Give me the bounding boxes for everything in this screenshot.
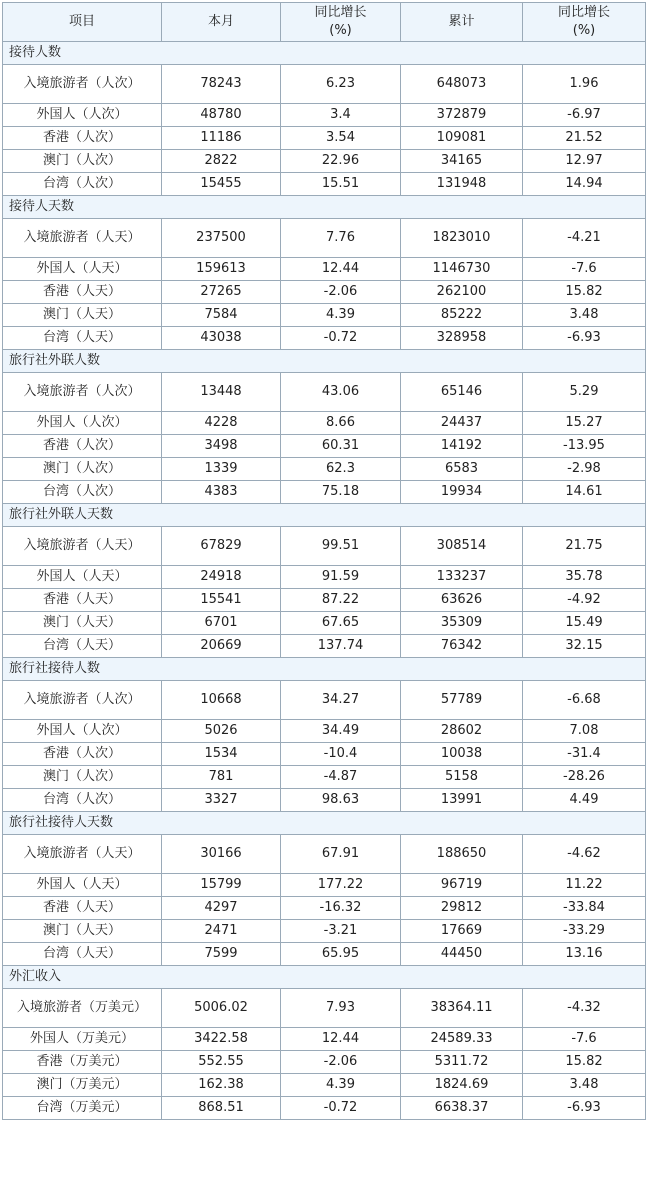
table-row <box>3 1051 646 1074</box>
row-month-growth: 99.51 <box>281 527 401 566</box>
header-row <box>3 3 646 42</box>
row-cumulative-value: 372879 <box>401 104 523 127</box>
table-row <box>3 897 646 920</box>
statistics-table <box>2 2 646 1120</box>
table-row <box>3 304 646 327</box>
row-cumulative-value: 24437 <box>401 412 523 435</box>
row-month-growth: 4.39 <box>281 1074 401 1097</box>
row-cumulative-growth: -4.32 <box>523 989 646 1028</box>
row-month-growth: 75.18 <box>281 481 401 504</box>
row-item: 入境旅游者（人天） <box>3 219 162 258</box>
row-item: 香港（人天） <box>3 589 162 612</box>
row-month-value: 7599 <box>162 943 281 966</box>
row-month-value: 1339 <box>162 458 281 481</box>
row-month-value: 552.55 <box>162 1051 281 1074</box>
row-item: 台湾（人次） <box>3 789 162 812</box>
row-cumulative-growth: 11.22 <box>523 874 646 897</box>
row-month-growth: 87.22 <box>281 589 401 612</box>
row-month-growth: 177.22 <box>281 874 401 897</box>
table-row <box>3 720 646 743</box>
row-cumulative-value: 262100 <box>401 281 523 304</box>
row-cumulative-value: 63626 <box>401 589 523 612</box>
table-row <box>3 1097 646 1120</box>
row-item: 台湾（人次） <box>3 481 162 504</box>
row-month-growth: 3.4 <box>281 104 401 127</box>
section-header-row <box>3 504 646 527</box>
row-item: 入境旅游者（人天） <box>3 835 162 874</box>
row-cumulative-growth: -31.4 <box>523 743 646 766</box>
row-cumulative-value: 308514 <box>401 527 523 566</box>
row-cumulative-growth: -6.93 <box>523 1097 646 1120</box>
row-cumulative-growth: 4.49 <box>523 789 646 812</box>
row-item: 外国人（人次） <box>3 412 162 435</box>
row-month-growth: 4.39 <box>281 304 401 327</box>
table-row <box>3 1074 646 1097</box>
row-cumulative-value: 34165 <box>401 150 523 173</box>
row-cumulative-growth: 3.48 <box>523 1074 646 1097</box>
row-cumulative-growth: -7.6 <box>523 258 646 281</box>
section-title: 旅行社外联人天数 <box>3 504 646 527</box>
row-month-value: 15455 <box>162 173 281 196</box>
row-month-value: 162.38 <box>162 1074 281 1097</box>
table-row <box>3 127 646 150</box>
row-item: 台湾（万美元） <box>3 1097 162 1120</box>
table-row <box>3 258 646 281</box>
table-row <box>3 612 646 635</box>
row-month-growth: -16.32 <box>281 897 401 920</box>
row-month-value: 781 <box>162 766 281 789</box>
row-month-growth: -3.21 <box>281 920 401 943</box>
row-cumulative-value: 14192 <box>401 435 523 458</box>
row-item: 入境旅游者（万美元） <box>3 989 162 1028</box>
row-item: 澳门（人次） <box>3 458 162 481</box>
row-month-growth: 43.06 <box>281 373 401 412</box>
header-month-growth: 同比增长 (%) <box>281 3 401 42</box>
row-month-value: 10668 <box>162 681 281 720</box>
table-row <box>3 150 646 173</box>
row-cumulative-value: 188650 <box>401 835 523 874</box>
row-item: 澳门（人次） <box>3 150 162 173</box>
row-item: 香港（人天） <box>3 281 162 304</box>
section-header-row <box>3 350 646 373</box>
row-cumulative-value: 44450 <box>401 943 523 966</box>
row-cumulative-value: 76342 <box>401 635 523 658</box>
row-item: 外国人（人天） <box>3 566 162 589</box>
row-cumulative-value: 85222 <box>401 304 523 327</box>
row-cumulative-growth: 1.96 <box>523 65 646 104</box>
section-header-row <box>3 966 646 989</box>
row-month-growth: 34.49 <box>281 720 401 743</box>
section-title: 旅行社外联人数 <box>3 350 646 373</box>
row-cumulative-value: 1824.69 <box>401 1074 523 1097</box>
row-month-value: 11186 <box>162 127 281 150</box>
row-item: 台湾（人次） <box>3 173 162 196</box>
row-cumulative-growth: 15.82 <box>523 281 646 304</box>
row-cumulative-growth: -13.95 <box>523 435 646 458</box>
header-cumulative-growth: 同比增长 (%) <box>523 3 646 42</box>
row-cumulative-value: 17669 <box>401 920 523 943</box>
row-month-growth: 12.44 <box>281 1028 401 1051</box>
row-item: 入境旅游者（人天） <box>3 527 162 566</box>
row-month-growth: -4.87 <box>281 766 401 789</box>
table-row <box>3 1028 646 1051</box>
row-item: 澳门（人天） <box>3 920 162 943</box>
row-cumulative-growth: -4.21 <box>523 219 646 258</box>
row-item: 外国人（人次） <box>3 720 162 743</box>
row-cumulative-growth: -6.93 <box>523 327 646 350</box>
row-month-value: 78243 <box>162 65 281 104</box>
row-month-value: 2471 <box>162 920 281 943</box>
row-cumulative-value: 65146 <box>401 373 523 412</box>
section-title: 旅行社接待人天数 <box>3 812 646 835</box>
row-month-value: 13448 <box>162 373 281 412</box>
row-cumulative-growth: 7.08 <box>523 720 646 743</box>
section-title: 旅行社接待人数 <box>3 658 646 681</box>
row-month-value: 1534 <box>162 743 281 766</box>
row-month-growth: 8.66 <box>281 412 401 435</box>
row-cumulative-value: 29812 <box>401 897 523 920</box>
row-cumulative-growth: -6.97 <box>523 104 646 127</box>
row-month-growth: 60.31 <box>281 435 401 458</box>
row-cumulative-growth: -7.6 <box>523 1028 646 1051</box>
table-row <box>3 65 646 104</box>
row-item: 香港（万美元） <box>3 1051 162 1074</box>
row-cumulative-value: 24589.33 <box>401 1028 523 1051</box>
row-month-growth: 137.74 <box>281 635 401 658</box>
row-item: 香港（人天） <box>3 897 162 920</box>
row-month-value: 4297 <box>162 897 281 920</box>
section-title: 外汇收入 <box>3 966 646 989</box>
table-row <box>3 327 646 350</box>
row-item: 香港（人次） <box>3 435 162 458</box>
row-item: 澳门（人次） <box>3 766 162 789</box>
header-month: 本月 <box>162 3 281 42</box>
row-month-growth: 91.59 <box>281 566 401 589</box>
row-month-growth: 67.91 <box>281 835 401 874</box>
table-row <box>3 481 646 504</box>
table-row <box>3 104 646 127</box>
table-row <box>3 766 646 789</box>
table-row <box>3 920 646 943</box>
row-cumulative-growth: -4.62 <box>523 835 646 874</box>
table-row <box>3 943 646 966</box>
table-row <box>3 989 646 1028</box>
row-month-value: 43038 <box>162 327 281 350</box>
row-cumulative-value: 35309 <box>401 612 523 635</box>
row-item: 台湾（人天） <box>3 327 162 350</box>
row-cumulative-growth: 14.94 <box>523 173 646 196</box>
row-month-value: 24918 <box>162 566 281 589</box>
row-item: 外国人（人天） <box>3 874 162 897</box>
row-month-value: 237500 <box>162 219 281 258</box>
row-cumulative-growth: -33.84 <box>523 897 646 920</box>
row-item: 台湾（人天） <box>3 635 162 658</box>
row-month-value: 15799 <box>162 874 281 897</box>
row-month-value: 27265 <box>162 281 281 304</box>
row-item: 香港（人次） <box>3 127 162 150</box>
row-item: 入境旅游者（人次） <box>3 65 162 104</box>
table-row <box>3 789 646 812</box>
row-cumulative-growth: 13.16 <box>523 943 646 966</box>
row-item: 入境旅游者（人次） <box>3 373 162 412</box>
row-cumulative-growth: 32.15 <box>523 635 646 658</box>
row-cumulative-growth: 21.52 <box>523 127 646 150</box>
table-row <box>3 527 646 566</box>
row-month-value: 868.51 <box>162 1097 281 1120</box>
row-cumulative-value: 109081 <box>401 127 523 150</box>
table-row <box>3 281 646 304</box>
row-month-growth: 65.95 <box>281 943 401 966</box>
row-cumulative-value: 131948 <box>401 173 523 196</box>
row-cumulative-growth: 15.27 <box>523 412 646 435</box>
header-item: 项目 <box>3 3 162 42</box>
row-month-value: 48780 <box>162 104 281 127</box>
row-cumulative-value: 6583 <box>401 458 523 481</box>
row-cumulative-growth: -2.98 <box>523 458 646 481</box>
row-month-growth: -0.72 <box>281 327 401 350</box>
section-header-row <box>3 42 646 65</box>
row-cumulative-growth: 5.29 <box>523 373 646 412</box>
row-cumulative-value: 328958 <box>401 327 523 350</box>
table-row <box>3 681 646 720</box>
row-item: 外国人（人次） <box>3 104 162 127</box>
row-month-growth: 12.44 <box>281 258 401 281</box>
row-month-value: 7584 <box>162 304 281 327</box>
row-cumulative-growth: 12.97 <box>523 150 646 173</box>
row-month-value: 4228 <box>162 412 281 435</box>
row-month-value: 3422.58 <box>162 1028 281 1051</box>
row-cumulative-growth: -6.68 <box>523 681 646 720</box>
row-cumulative-value: 19934 <box>401 481 523 504</box>
table-row <box>3 173 646 196</box>
row-item: 澳门（万美元） <box>3 1074 162 1097</box>
row-month-growth: 6.23 <box>281 65 401 104</box>
table-row <box>3 835 646 874</box>
row-cumulative-growth: 3.48 <box>523 304 646 327</box>
row-cumulative-value: 96719 <box>401 874 523 897</box>
row-item: 入境旅游者（人次） <box>3 681 162 720</box>
table-row <box>3 635 646 658</box>
row-month-value: 30166 <box>162 835 281 874</box>
row-cumulative-value: 57789 <box>401 681 523 720</box>
row-month-growth: 7.93 <box>281 989 401 1028</box>
table-row <box>3 743 646 766</box>
row-month-value: 2822 <box>162 150 281 173</box>
table-row <box>3 219 646 258</box>
row-cumulative-value: 6638.37 <box>401 1097 523 1120</box>
row-month-growth: 34.27 <box>281 681 401 720</box>
row-month-growth: 15.51 <box>281 173 401 196</box>
row-month-value: 4383 <box>162 481 281 504</box>
row-item: 外国人（万美元） <box>3 1028 162 1051</box>
row-month-value: 15541 <box>162 589 281 612</box>
section-header-row <box>3 812 646 835</box>
row-cumulative-growth: 15.82 <box>523 1051 646 1074</box>
row-cumulative-value: 28602 <box>401 720 523 743</box>
row-cumulative-value: 38364.11 <box>401 989 523 1028</box>
row-cumulative-growth: 14.61 <box>523 481 646 504</box>
row-month-growth: 62.3 <box>281 458 401 481</box>
row-item: 台湾（人天） <box>3 943 162 966</box>
row-month-growth: 67.65 <box>281 612 401 635</box>
table-row <box>3 435 646 458</box>
row-month-value: 6701 <box>162 612 281 635</box>
row-month-growth: 98.63 <box>281 789 401 812</box>
row-cumulative-growth: 35.78 <box>523 566 646 589</box>
row-item: 澳门（人天） <box>3 304 162 327</box>
row-month-value: 5026 <box>162 720 281 743</box>
row-month-value: 5006.02 <box>162 989 281 1028</box>
row-month-growth: -10.4 <box>281 743 401 766</box>
row-item: 香港（人次） <box>3 743 162 766</box>
table-row <box>3 566 646 589</box>
row-month-growth: 22.96 <box>281 150 401 173</box>
row-cumulative-value: 1146730 <box>401 258 523 281</box>
table-row <box>3 373 646 412</box>
row-cumulative-value: 10038 <box>401 743 523 766</box>
table-row <box>3 874 646 897</box>
row-month-value: 159613 <box>162 258 281 281</box>
row-month-value: 20669 <box>162 635 281 658</box>
row-cumulative-value: 5158 <box>401 766 523 789</box>
section-header-row <box>3 196 646 219</box>
section-title: 接待人数 <box>3 42 646 65</box>
table-row <box>3 589 646 612</box>
row-month-growth: 3.54 <box>281 127 401 150</box>
row-month-growth: 7.76 <box>281 219 401 258</box>
row-cumulative-growth: -28.26 <box>523 766 646 789</box>
section-title: 接待人天数 <box>3 196 646 219</box>
row-month-growth: -2.06 <box>281 281 401 304</box>
row-cumulative-value: 1823010 <box>401 219 523 258</box>
table-row <box>3 412 646 435</box>
row-cumulative-growth: 15.49 <box>523 612 646 635</box>
row-cumulative-growth: -4.92 <box>523 589 646 612</box>
row-cumulative-value: 5311.72 <box>401 1051 523 1074</box>
row-month-growth: -2.06 <box>281 1051 401 1074</box>
row-month-value: 3327 <box>162 789 281 812</box>
row-month-growth: -0.72 <box>281 1097 401 1120</box>
row-cumulative-growth: 21.75 <box>523 527 646 566</box>
row-cumulative-value: 13991 <box>401 789 523 812</box>
row-item: 外国人（人天） <box>3 258 162 281</box>
row-cumulative-growth: -33.29 <box>523 920 646 943</box>
row-item: 澳门（人天） <box>3 612 162 635</box>
section-header-row <box>3 658 646 681</box>
header-cumulative: 累计 <box>401 3 523 42</box>
table-row <box>3 458 646 481</box>
row-month-value: 3498 <box>162 435 281 458</box>
row-month-value: 67829 <box>162 527 281 566</box>
row-cumulative-value: 133237 <box>401 566 523 589</box>
row-cumulative-value: 648073 <box>401 65 523 104</box>
